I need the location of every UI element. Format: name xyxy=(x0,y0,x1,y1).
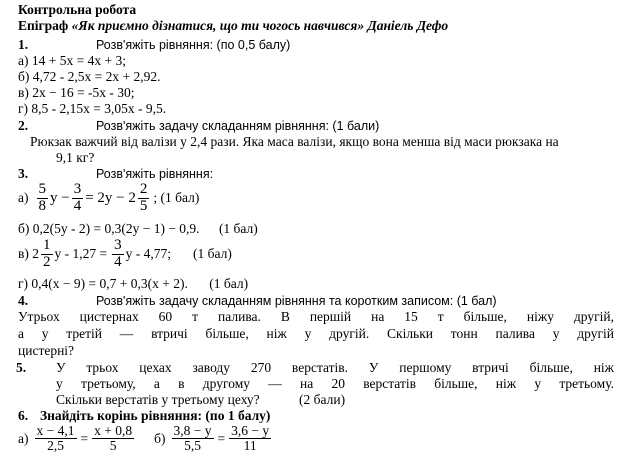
task4-heading: Розв'яжіть задачу складанням рівняння та коротким записом: (1 бал) xyxy=(96,294,497,308)
task3-c-tail: y - 4,77; xyxy=(125,246,171,262)
task1-item-a: а) 14 + 5x = 4x + 3; xyxy=(18,53,126,68)
numerator: x − 4,1 xyxy=(36,423,75,438)
task1-item-b: б) 4,72 - 2,5x = 2x + 2,92. xyxy=(18,69,161,84)
numerator: 2 xyxy=(139,181,148,197)
task3-b-text: б) 0,2(5y - 2) = 0,3(2y − 1) − 0,9. xyxy=(18,221,200,236)
task6-number: 6. xyxy=(18,408,29,423)
denominator: 2,5 xyxy=(47,438,64,454)
denominator: 5 xyxy=(109,438,117,454)
task4-line2: а у третій — втричі більше, ніж у другій. Скільки тонн палива у другій xyxy=(18,326,614,341)
epigraph-author: Даніель Дефо xyxy=(367,18,449,33)
task6-heading: Знайдіть корінь рівняння: (по 1 балу) xyxy=(40,408,271,423)
task5-line2: у третьому, а в другому — на 20 верстатів більше, ніж у третьому. xyxy=(56,376,614,391)
task3-d-text: г) 0,4(x − 9) = 0,7 + 0,3(x + 2). xyxy=(18,276,188,291)
task6-b-label: б) xyxy=(154,430,166,446)
numerator: 1 xyxy=(43,237,51,253)
fraction xyxy=(138,182,150,215)
denominator: 11 xyxy=(243,438,257,454)
task5-line3 xyxy=(56,392,345,408)
task3-c-points: (1 бал) xyxy=(192,246,232,262)
numerator: 3 xyxy=(73,181,82,197)
task2-line2: 9,1 кг? xyxy=(56,150,95,165)
numerator: 3 xyxy=(114,237,122,253)
epigraph xyxy=(18,18,448,34)
task3-a-label: а) xyxy=(18,190,29,206)
task3-d-points: (1 бал) xyxy=(209,276,249,291)
task2-number: 2. xyxy=(18,118,29,133)
task3-equation-d xyxy=(18,276,248,292)
task2-line1: Рюкзак важчий від валізи у 2,4 рази. Яка маса валізи, якщо вона менша від маси рюкзака на xyxy=(30,134,559,149)
task6-equation-a xyxy=(18,424,273,453)
task5-points: (2 бали) xyxy=(299,392,346,407)
task1-item-d: г) 8,5 - 2,15x = 3,05x - 9,5. xyxy=(18,101,167,116)
task3-c-middle: y - 1,27 = xyxy=(54,246,108,262)
denominator: 5 xyxy=(139,197,148,214)
epigraph-quote: «Як приємно дізнатися, що ти чогось навчився» xyxy=(71,18,365,33)
task4-line1: Утрьох цистернах 60 т палива. В першій на 15 т більше, ніжу другій, xyxy=(18,309,614,324)
denominator: 2 xyxy=(43,253,51,270)
numerator: x + 0,8 xyxy=(94,423,133,438)
task3-equation-b xyxy=(18,221,258,237)
denominator: 5,5 xyxy=(184,438,201,454)
equals-sign: = xyxy=(80,430,89,446)
task3-number: 3. xyxy=(18,166,29,181)
task3-b-points: (1 бал) xyxy=(218,221,258,236)
task3-equation-c xyxy=(18,238,232,271)
fraction xyxy=(112,238,124,271)
fraction xyxy=(172,424,214,453)
task5-line1: У трьох цехах заводу 270 верстатів. У першому втричі більше, ніж xyxy=(56,360,614,375)
numerator: 5 xyxy=(38,181,46,197)
task3-heading: Розв'яжіть рівняння: xyxy=(96,167,214,181)
fraction xyxy=(72,182,84,215)
task2-heading: Розв'яжіть задачу складанням рівняння: (1 бали) xyxy=(96,119,380,133)
task6-a-label: а) xyxy=(18,430,29,446)
task3-a-term: y − xyxy=(50,189,70,206)
numerator: 3,8 − y xyxy=(173,423,212,438)
denominator: 8 xyxy=(38,197,46,214)
epigraph-label: Епіграф xyxy=(18,18,69,33)
fraction xyxy=(229,424,271,453)
task3-a-middle: = 2y − 2 xyxy=(85,189,136,206)
denominator: 4 xyxy=(114,253,122,270)
fraction xyxy=(92,424,134,453)
denominator: 4 xyxy=(73,197,82,214)
page-title: Контрольна робота xyxy=(18,2,137,17)
task4-number: 4. xyxy=(18,293,29,308)
task5-number: 5. xyxy=(16,360,27,375)
task1-number: 1. xyxy=(18,37,29,52)
task4-line3: цистерні? xyxy=(18,343,75,358)
fraction xyxy=(35,424,77,453)
task3-a-points: ; (1 бал) xyxy=(153,190,200,206)
fraction xyxy=(41,238,53,271)
task1-item-c: в) 2x − 16 = -5x - 30; xyxy=(18,85,135,100)
task1-heading: Розв'яжіть рівняння: (по 0,5 балу) xyxy=(96,38,291,52)
fraction xyxy=(37,182,49,215)
numerator: 3,6 − y xyxy=(231,423,270,438)
task5-question: Скільки верстатів у третьому цеху? xyxy=(56,392,260,407)
equals-sign: = xyxy=(217,430,226,446)
task3-equation-a xyxy=(18,182,199,215)
task3-c-label: в) 2 xyxy=(18,246,39,262)
